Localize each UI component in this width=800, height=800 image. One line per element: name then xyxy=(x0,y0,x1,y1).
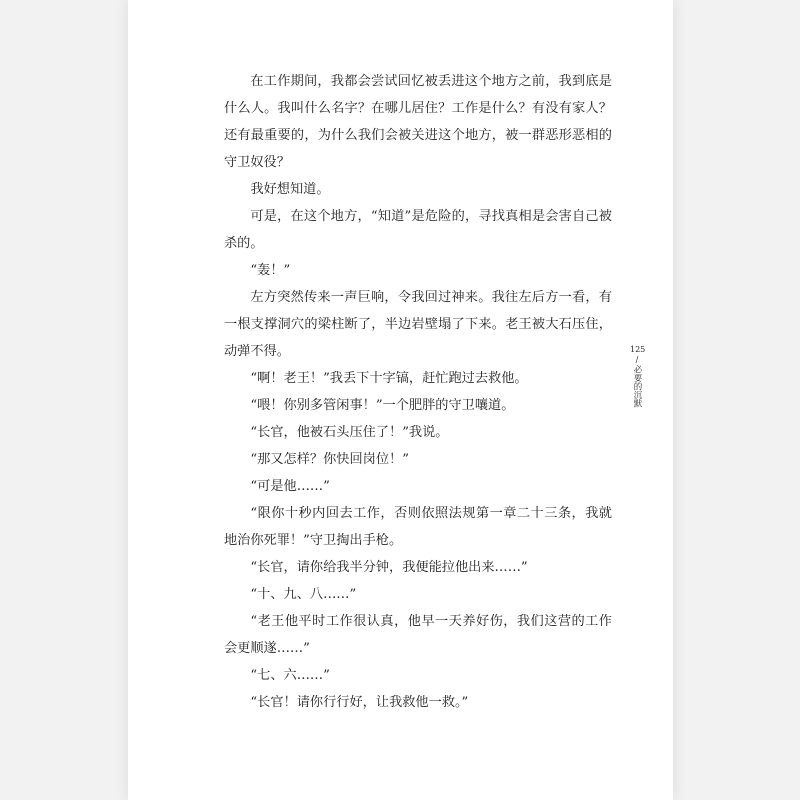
paragraph: “长官，请你给我半分钟，我便能拉他出来……” xyxy=(250,560,528,575)
paragraph: 我好想知道。 xyxy=(250,182,330,197)
book-title: 必要的沉默 xyxy=(632,365,642,408)
paragraph: “那又怎样？你快回岗位！” xyxy=(250,452,409,467)
paragraph: “十、九、八……” xyxy=(250,587,357,602)
paragraph: “啊！老王！”我丢下十字镐，赶忙跑过去救他。 xyxy=(250,371,528,386)
body-text xyxy=(224,68,612,716)
paragraph: “长官，他被石头压住了！”我说。 xyxy=(250,425,449,440)
paragraph: “七、六……” xyxy=(250,668,330,683)
paragraph: “老王他平时工作很认真，他早一天养好伤，我们这营的工作会更顺遂……” xyxy=(224,614,612,656)
book-page xyxy=(128,0,673,800)
margin-separator: / xyxy=(635,355,639,364)
paragraph: “可是他……” xyxy=(250,479,330,494)
margin-header xyxy=(630,344,644,408)
paragraph: “限你十秒内回去工作，否则依照法规第一章二十三条，我就地治你死罪！”守卫掏出手枪。 xyxy=(224,506,612,548)
paragraph: 在工作期间，我都会尝试回忆被丢进这个地方之前，我到底是什么人。我叫什么名字？在哪儿居住？工作是什么？有没有家人？还有最重要的，为什么我们会被关进这个地方，被一群恶形恶相的守卫奴役？ xyxy=(224,74,612,170)
paragraph: “长官！请你行行好，让我救他一救。” xyxy=(250,695,469,710)
paragraph: “轰！” xyxy=(250,263,291,278)
paragraph: 左方突然传来一声巨响，令我回过神来。我往左后方一看，有一根支撑洞穴的梁柱断了，半边岩壁塌了下来。老王被大石压住，动弹不得。 xyxy=(224,290,612,359)
paragraph: “喂！你别多管闲事！”一个肥胖的守卫嚷道。 xyxy=(250,398,515,413)
page-number: 125 xyxy=(630,345,646,354)
paragraph: 可是，在这个地方，“知道”是危险的，寻找真相是会害自己被杀的。 xyxy=(224,209,612,251)
